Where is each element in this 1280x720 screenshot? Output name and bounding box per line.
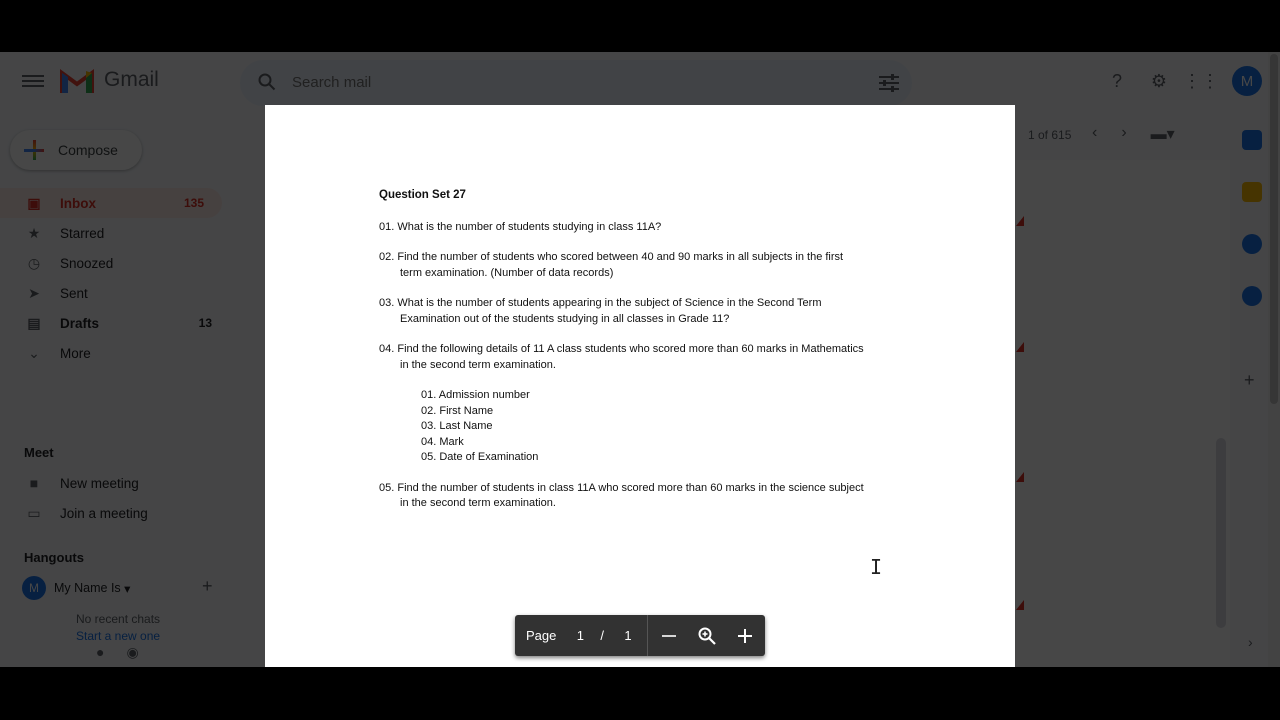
zoom-button[interactable]: [688, 615, 726, 656]
list-item: 02. First Name: [421, 404, 494, 417]
screen-frame: [0, 52, 1280, 667]
page-indicator: [515, 615, 648, 656]
list-item: 01. Admission number: [421, 389, 530, 401]
question-text: 04. Find the following details of 11 A class students who scored more than 60 marks in Mathematics: [379, 343, 864, 355]
list-item: 04. Mark: [421, 435, 464, 448]
question-text: 05. Find the number of students in class 11A who scored more than 60 marks in the science subject: [379, 481, 864, 494]
list-item: 03. Last Name: [421, 420, 493, 432]
question-item: [379, 481, 919, 512]
question-text: 03. What is the number of students appearing in the subject of Science in the Second Term: [379, 297, 822, 309]
pdf-toolbar: [515, 615, 765, 656]
pdf-page: [265, 105, 1015, 667]
text-cursor-icon: I: [870, 555, 883, 579]
zoom-in-button[interactable]: [726, 615, 764, 656]
magnifier-icon: [698, 627, 716, 645]
question-item: [379, 296, 919, 327]
document-title: Question Set 27: [379, 189, 466, 201]
zoom-out-button[interactable]: [650, 615, 688, 656]
question-item: [379, 250, 919, 281]
question-item: [379, 342, 919, 466]
total-pages: 1: [624, 628, 632, 643]
question-text-cont: Examination out of the students studying in all classes in Grade 11?: [400, 312, 730, 325]
question-item: [379, 220, 919, 236]
document-content: [379, 188, 919, 527]
list-item: 05. Date of Examination: [421, 451, 539, 463]
question-text-cont: in the second term examination.: [400, 497, 556, 509]
question-text-cont: term examination. (Number of data records): [400, 266, 614, 279]
minus-icon: [661, 628, 677, 644]
page-label: Page: [526, 628, 557, 643]
plus-icon: [737, 628, 753, 644]
detail-list: [379, 388, 919, 466]
page-separator: /: [600, 628, 604, 643]
question-text-cont: in the second term examination.: [400, 358, 556, 371]
question-text: 01. What is the number of students studying in class 11A?: [379, 220, 662, 233]
question-text: 02. Find the number of students who scored between 40 and 90 marks in all subjects in the first: [379, 251, 844, 263]
current-page-input[interactable]: 1: [576, 628, 584, 643]
